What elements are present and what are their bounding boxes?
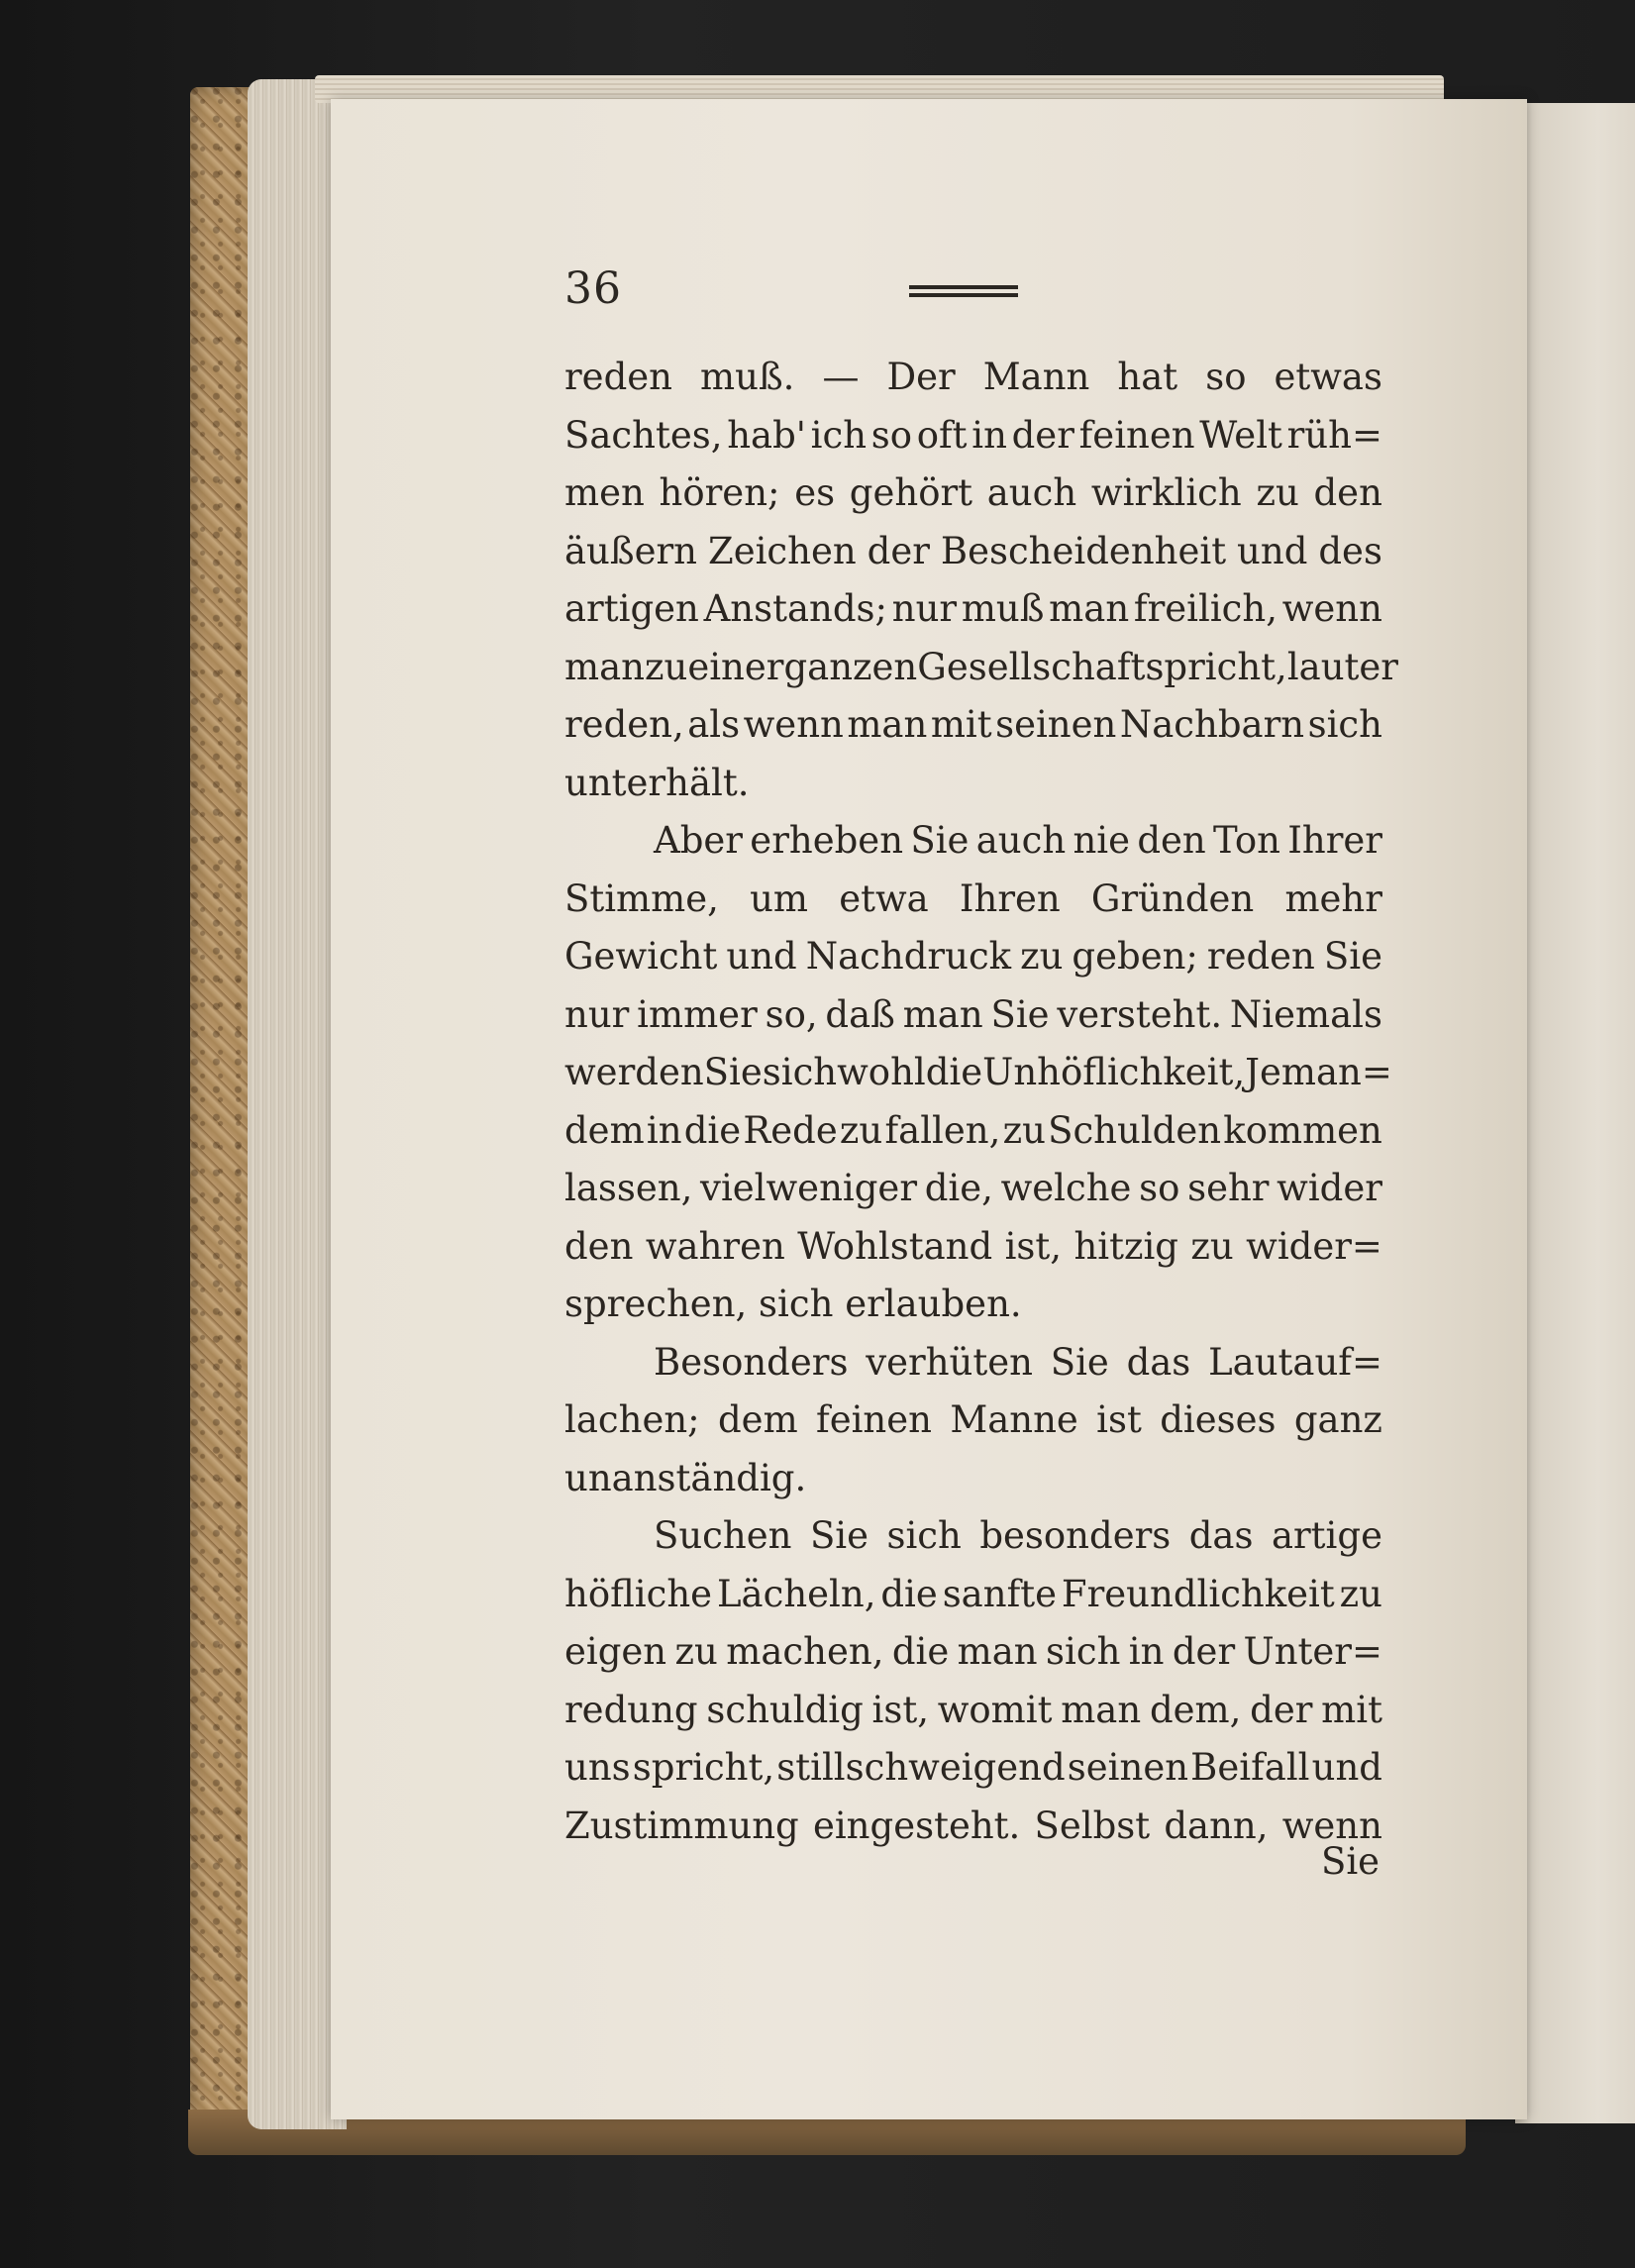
text-line: Sachtes, hab' ich so oft in der feinen Welt rüh= [564,413,1382,457]
text-line: eigen zu machen, die man sich in der Unter= [564,1630,1382,1673]
text-line: werden Sie sich wohl die Unhöflichkeit, Jeman= [564,1051,1392,1093]
text-line: höfliche Lächeln, die sanfte Freundlichkeit zu [564,1572,1382,1615]
header-rule-line-top [909,285,1018,289]
text-line: lachen; dem feinen Manne ist dieses ganz [564,1398,1382,1441]
header-rule-line-bottom [909,293,1018,297]
facing-page [1515,103,1635,2123]
text-line: sprechen, sich erlauben. [564,1283,1022,1325]
text-line: lassen, vielweniger die, welche so sehr wider [564,1167,1382,1209]
text-line: nur immer so, daß man Sie versteht. Niemals [564,992,1382,1036]
text-line: Aber erheben Sie auch nie den Ton Ihrer [654,819,1382,862]
text-line: men hören; es gehört auch wirklich zu den [564,471,1382,514]
body-text [564,349,1398,1855]
header-rule [909,283,1018,301]
text-line: Zustimmung eingesteht. Selbst dann, wenn [564,1804,1382,1847]
text-line: Stimme, um etwa Ihren Gründen mehr [564,876,1382,920]
text-line: man zu einer ganzen Gesellschaft spricht, lauter [564,645,1398,688]
text-line: artigen Anstands; nur muß man freilich, wenn [564,587,1382,630]
text-line: Besonders verhüten Sie das Lautauf= [654,1340,1382,1384]
text-line: äußern Zeichen der Bescheidenheit und des [564,529,1382,572]
text-line: reden, als wenn man mit seinen Nachbarn sich [564,703,1382,746]
text-line: Suchen Sie sich besonders das artige [654,1514,1382,1557]
text-line: reden muß. — Der Mann hat so etwas [564,356,1382,398]
text-line: Gewicht und Nachdruck zu geben; reden Sie [564,935,1382,978]
text-line: dem in die Rede zu fallen, zu Schulden kommen [564,1108,1382,1152]
text-line: den wahren Wohlstand ist, hitzig zu wider= [564,1224,1382,1268]
text-line: unterhält. [564,761,750,804]
page-number: 36 [564,263,622,314]
text-line: unanständig. [564,1456,807,1499]
text-line: uns spricht, stillschweigend seinen Beifall und [564,1746,1382,1789]
text-line: redung schuldig ist, womit man dem, der mit [564,1688,1382,1731]
catchword: Sie [1321,1840,1380,1883]
